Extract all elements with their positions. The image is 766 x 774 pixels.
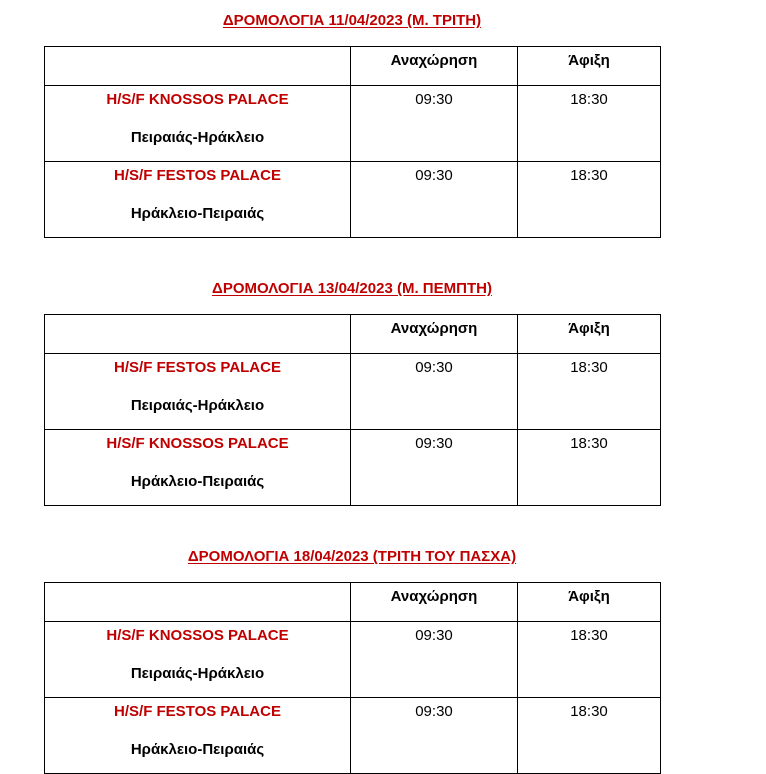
table-row (45, 162, 661, 238)
header-departure: Αναχώρηση (351, 583, 518, 622)
table-row (45, 698, 661, 774)
vessel-name: H/S/F FESTOS PALACE (114, 167, 281, 184)
arrival-cell (518, 622, 661, 698)
departure-time: 09:30 (415, 359, 453, 376)
schedule-title-2: ΔΡΟΜΟΛΟΓΙΑ 13/04/2023 (Μ. ΠΕΜΠΤΗ) (212, 280, 492, 297)
route-name: Ηράκλειο-Πειραιάς (130, 205, 265, 222)
trip-cell (45, 354, 351, 430)
header-empty-cell (45, 315, 351, 354)
header-departure: Αναχώρηση (351, 47, 518, 86)
header-empty-cell (45, 47, 351, 86)
header-arrival: Άφιξη (518, 47, 661, 86)
vessel-name: H/S/F FESTOS PALACE (114, 359, 281, 376)
trip-cell (45, 86, 351, 162)
departure-time: 09:30 (415, 627, 453, 644)
route-name: Ηράκλειο-Πειραιάς (130, 473, 265, 490)
trip-cell (45, 162, 351, 238)
departure-cell (351, 86, 518, 162)
vessel-name: H/S/F FESTOS PALACE (114, 703, 281, 720)
table-row (45, 622, 661, 698)
schedule-title-3: ΔΡΟΜΟΛΟΓΙΑ 18/04/2023 (ΤΡΙΤΗ ΤΟΥ ΠΑΣΧΑ) (187, 548, 517, 565)
vessel-name: H/S/F KNOSSOS PALACE (106, 627, 289, 644)
arrival-time: 18:30 (570, 91, 608, 108)
header-arrival: Άφιξη (518, 583, 661, 622)
arrival-cell (518, 354, 661, 430)
departure-cell (351, 162, 518, 238)
arrival-time: 18:30 (570, 435, 608, 452)
departure-cell (351, 622, 518, 698)
trip-cell (45, 698, 351, 774)
departure-time: 09:30 (415, 167, 453, 184)
departure-cell (351, 354, 518, 430)
route-name: Ηράκλειο-Πειραιάς (130, 741, 265, 758)
arrival-cell (518, 430, 661, 506)
trip-cell (45, 622, 351, 698)
departure-cell (351, 698, 518, 774)
departure-time: 09:30 (415, 435, 453, 452)
schedule-table-2 (44, 314, 661, 506)
arrival-cell (518, 86, 661, 162)
vessel-name: H/S/F KNOSSOS PALACE (106, 435, 289, 452)
trip-cell (45, 430, 351, 506)
arrival-time: 18:30 (570, 359, 608, 376)
schedule-title-1: ΔΡΟΜΟΛΟΓΙΑ 11/04/2023 (Μ. ΤΡΙΤΗ) (222, 12, 482, 29)
arrival-cell (518, 162, 661, 238)
table-row (45, 354, 661, 430)
table-header-row (45, 583, 661, 622)
table-header-row (45, 315, 661, 354)
vessel-name: H/S/F KNOSSOS PALACE (106, 91, 289, 108)
route-name: Πειραιάς-Ηράκλειο (130, 665, 265, 682)
table-row (45, 430, 661, 506)
arrival-time: 18:30 (570, 167, 608, 184)
table-header-row (45, 47, 661, 86)
departure-time: 09:30 (415, 703, 453, 720)
departure-time: 09:30 (415, 91, 453, 108)
arrival-cell (518, 698, 661, 774)
table-row (45, 86, 661, 162)
header-arrival: Άφιξη (518, 315, 661, 354)
arrival-time: 18:30 (570, 703, 608, 720)
arrival-time: 18:30 (570, 627, 608, 644)
route-name: Πειραιάς-Ηράκλειο (130, 129, 265, 146)
header-empty-cell (45, 583, 351, 622)
schedule-table-3 (44, 582, 661, 774)
departure-cell (351, 430, 518, 506)
header-departure: Αναχώρηση (351, 315, 518, 354)
schedule-table-1 (44, 46, 661, 238)
route-name: Πειραιάς-Ηράκλειο (130, 397, 265, 414)
